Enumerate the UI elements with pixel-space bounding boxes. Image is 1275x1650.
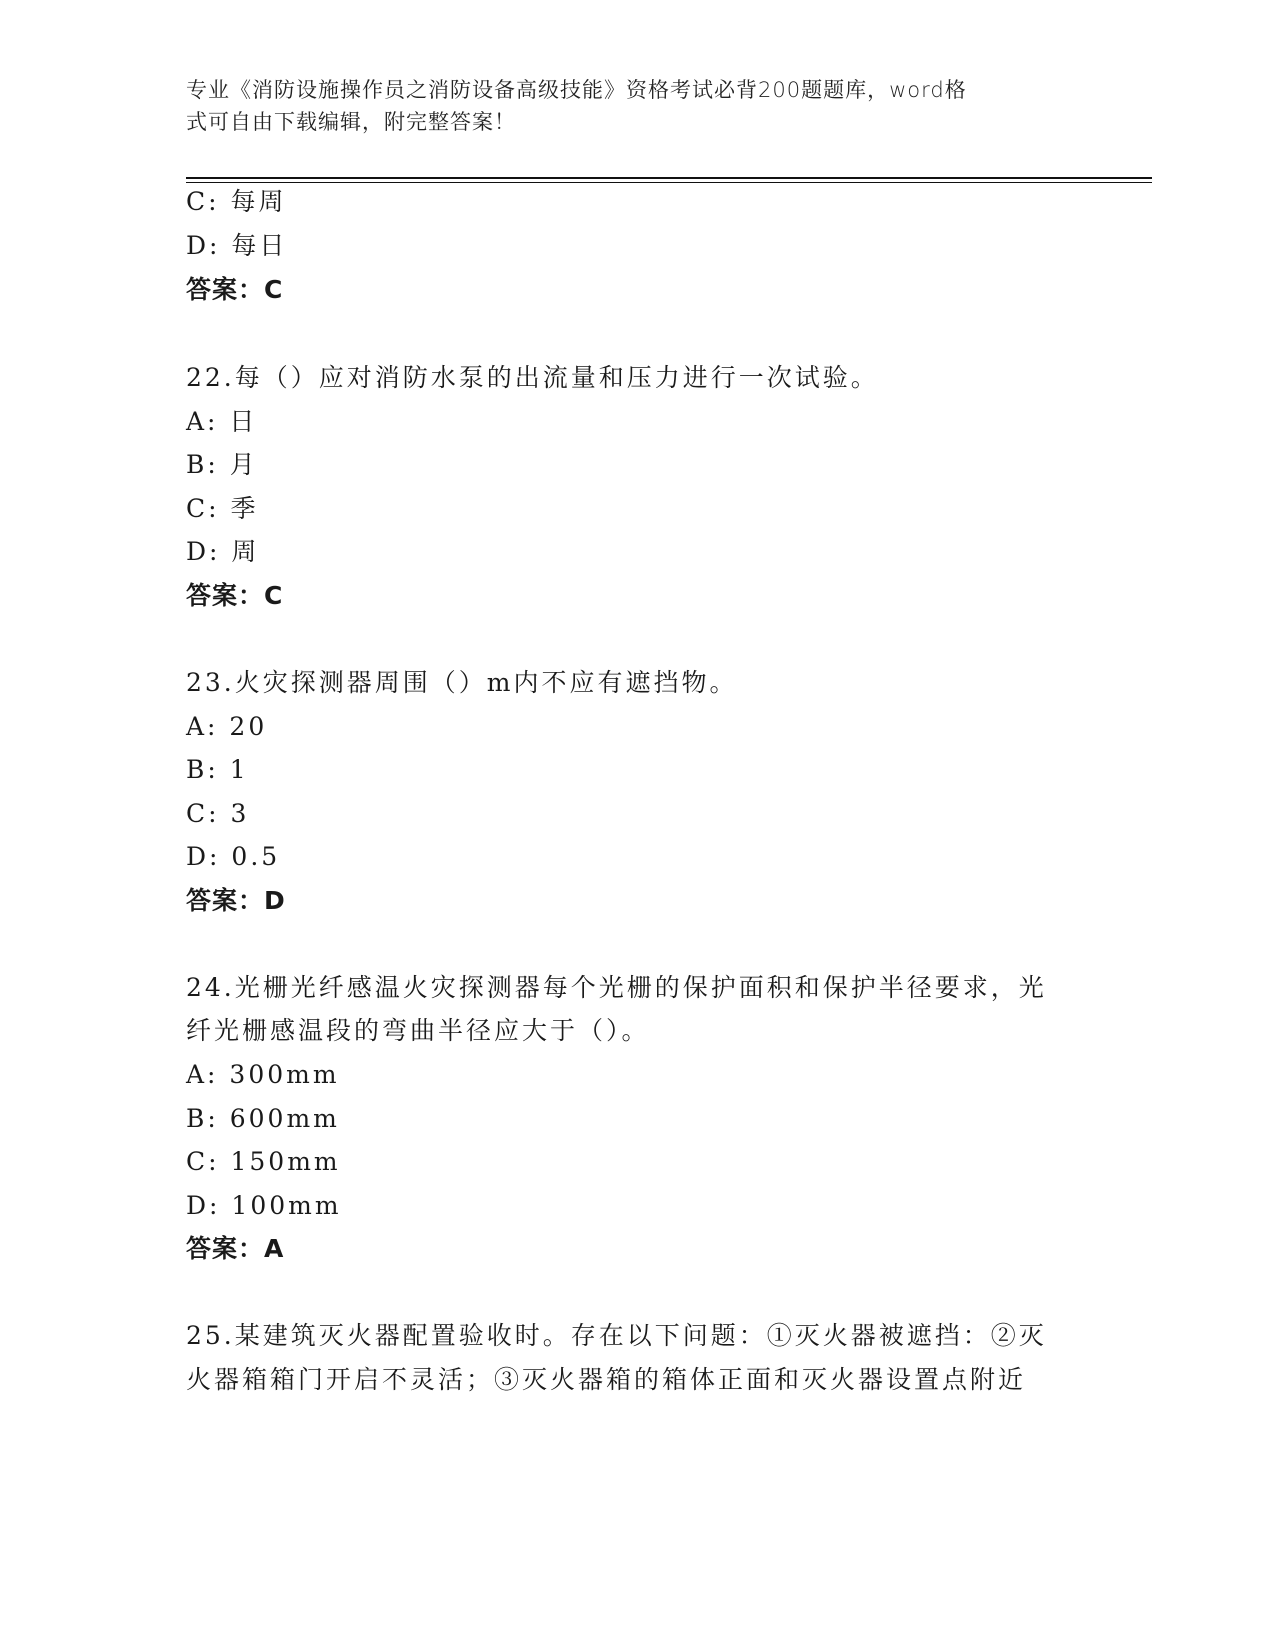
q24-option-a: A: 300mm bbox=[186, 1060, 340, 1089]
q21-answer: 答案：C bbox=[186, 275, 284, 304]
q24-stem-line-1: 24.光栅光纤感温火灾探测器每个光栅的保护面积和保护半径要求，光 bbox=[186, 973, 1047, 1002]
header-line-1: 专业《消防设施操作员之消防设备高级技能》资格考试必背200题题库，word格 bbox=[186, 78, 967, 102]
q22-option-d: D: 周 bbox=[186, 537, 260, 566]
q24-stem-line-2: 纤光栅感温段的弯曲半径应大于（）。 bbox=[186, 1016, 650, 1045]
q24-option-b: B: 600mm bbox=[186, 1104, 340, 1133]
q24-option-c: C: 150mm bbox=[186, 1147, 341, 1176]
q23-option-c: C: 3 bbox=[186, 799, 250, 828]
q25-stem-line-2: 火器箱箱门开启不灵活；③灭火器箱的箱体正面和灭火器设置点附近 bbox=[186, 1365, 1027, 1394]
q21-option-d: D: 每日 bbox=[186, 231, 288, 260]
q22-option-a: A: 日 bbox=[186, 407, 258, 436]
q21-option-c: C: 每周 bbox=[186, 187, 287, 216]
q22-option-c: C: 季 bbox=[186, 494, 259, 523]
q24-option-d: D: 100mm bbox=[186, 1191, 342, 1220]
q23-answer: 答案：D bbox=[186, 886, 286, 915]
header-divider-thin bbox=[186, 182, 1152, 183]
q23-option-a: A: 20 bbox=[186, 712, 268, 741]
q23-option-b: B: 1 bbox=[186, 755, 249, 784]
q22-option-b: B: 月 bbox=[186, 450, 258, 479]
q22-answer: 答案：C bbox=[186, 581, 284, 610]
q23-stem: 23.火灾探测器周围（）m内不应有遮挡物。 bbox=[186, 668, 738, 697]
header-divider-thick bbox=[186, 177, 1152, 179]
q22-stem: 22.每（）应对消防水泵的出流量和压力进行一次试验。 bbox=[186, 363, 879, 392]
q23-option-d: D: 0.5 bbox=[186, 842, 281, 871]
q25-stem-line-1: 25.某建筑灭火器配置验收时。存在以下问题：①灭火器被遮挡：②灭 bbox=[186, 1321, 1047, 1350]
document-header bbox=[186, 74, 1066, 138]
q24-answer: 答案：A bbox=[186, 1234, 285, 1263]
header-line-2: 式可自由下载编辑，附完整答案！ bbox=[186, 110, 516, 134]
